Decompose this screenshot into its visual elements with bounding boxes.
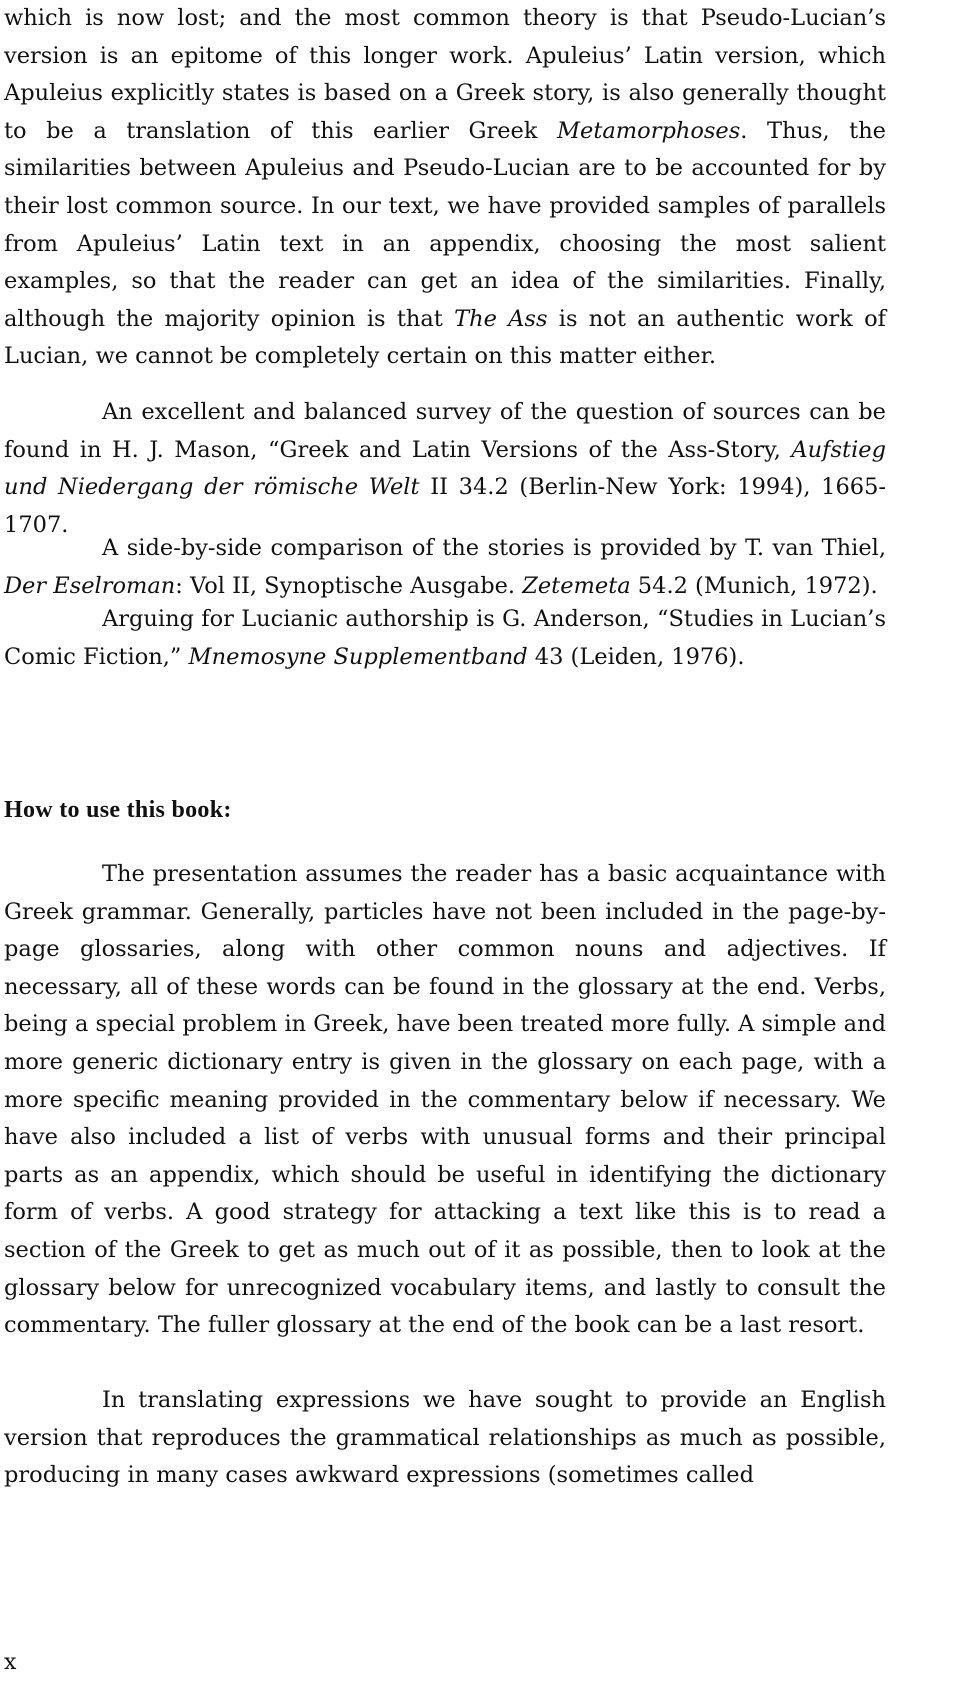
text-span: : Vol II, Synoptische Ausgabe. (175, 572, 523, 599)
text-span: 43 (Leiden, 1976). (527, 643, 745, 670)
section-heading: How to use this book: (4, 797, 232, 823)
paragraph-presentation: The presentation assumes the reader has a basic acquaintance with Greek grammar. Generally, particles have not been included in the page-by-page glossaries, along with other common nouns and adjectives. If necessary, all of these words can be found in the glossary at the end. Verbs, being a special problem in Greek, have been treated more fully. A simple and more generic dictionary entry is given in the glossary on each page, with a more specific meaning provided in the commentary below if necessary. We have also included a list of verbs with unusual forms and their principal parts as an appendix, which should be useful in identifying the dictionary form of verbs. A good strategy for attacking a text like this is to read a section of the Greek to get as much out of it as possible, then to look at the glossary below for unrecognized vocabulary items, and lastly to consult the commentary. The fuller glossary at the end of the book can be a last resort. (4, 861, 886, 1339)
text-span: which is now lost; and the most common theory is that Pseudo-Lucian’s version is an epitome of this longer work. Apuleius’ Latin version, which Apuleius explicitly states is based on a Greek story, is also generally thought to be a translation of this earlier Greek (4, 5, 886, 144)
paragraph-translating: In translating expressions we have sought to provide an English version that reproduces the grammatical relationships as much as possible, producing in many cases awkward expressions (sometimes called (4, 1387, 886, 1489)
text-span: 54.2 (Munich, 1972). (630, 572, 878, 599)
text-span: An excellent and balanced survey of the question of sources can be found in H. J. Mason, “Greek and Latin Versions of the Ass-Story, (4, 399, 886, 463)
italic-title: Mnemosyne Supplementband (188, 643, 528, 670)
italic-title: Zetemeta (522, 572, 631, 599)
text-span: A side-by-side comparison of the stories is provided by T. van Thiel, (102, 535, 886, 561)
text-span: is not an authentic work of Lucian, we cannot be completely certain on this matter either. (4, 305, 886, 370)
paragraph-thiel-reference (4, 530, 886, 605)
paragraph-mason-reference (4, 394, 886, 544)
italic-title: The Ass (454, 305, 548, 332)
page-number: x (4, 1650, 17, 1675)
text-span: Arguing for Lucianic authorship is G. Anderson, “Studies in Lucian’s Comic Fiction,” (4, 606, 886, 670)
italic-title: Der Eselroman (4, 572, 176, 599)
italic-title: Metamorphoses (557, 117, 741, 144)
paragraph-anderson-reference (4, 601, 886, 676)
text-span: II 34.2 (Berlin-New York: 1994), 1665-1707. (4, 474, 887, 538)
text-span: . Thus, the similarities between Apuleius and Pseudo-Lucian are to be accounted for by their lost common source. In our text, we have provided samples of parallels from Apuleius’ Latin text in an appendix, choosing the most salient examples, so that the reader can get an idea of the similarities. Finally, although the majority opinion is that (4, 117, 886, 332)
italic-title: Aufstieg und Niedergang der römische Welt (4, 436, 886, 501)
paragraph-sources-intro (4, 0, 886, 376)
